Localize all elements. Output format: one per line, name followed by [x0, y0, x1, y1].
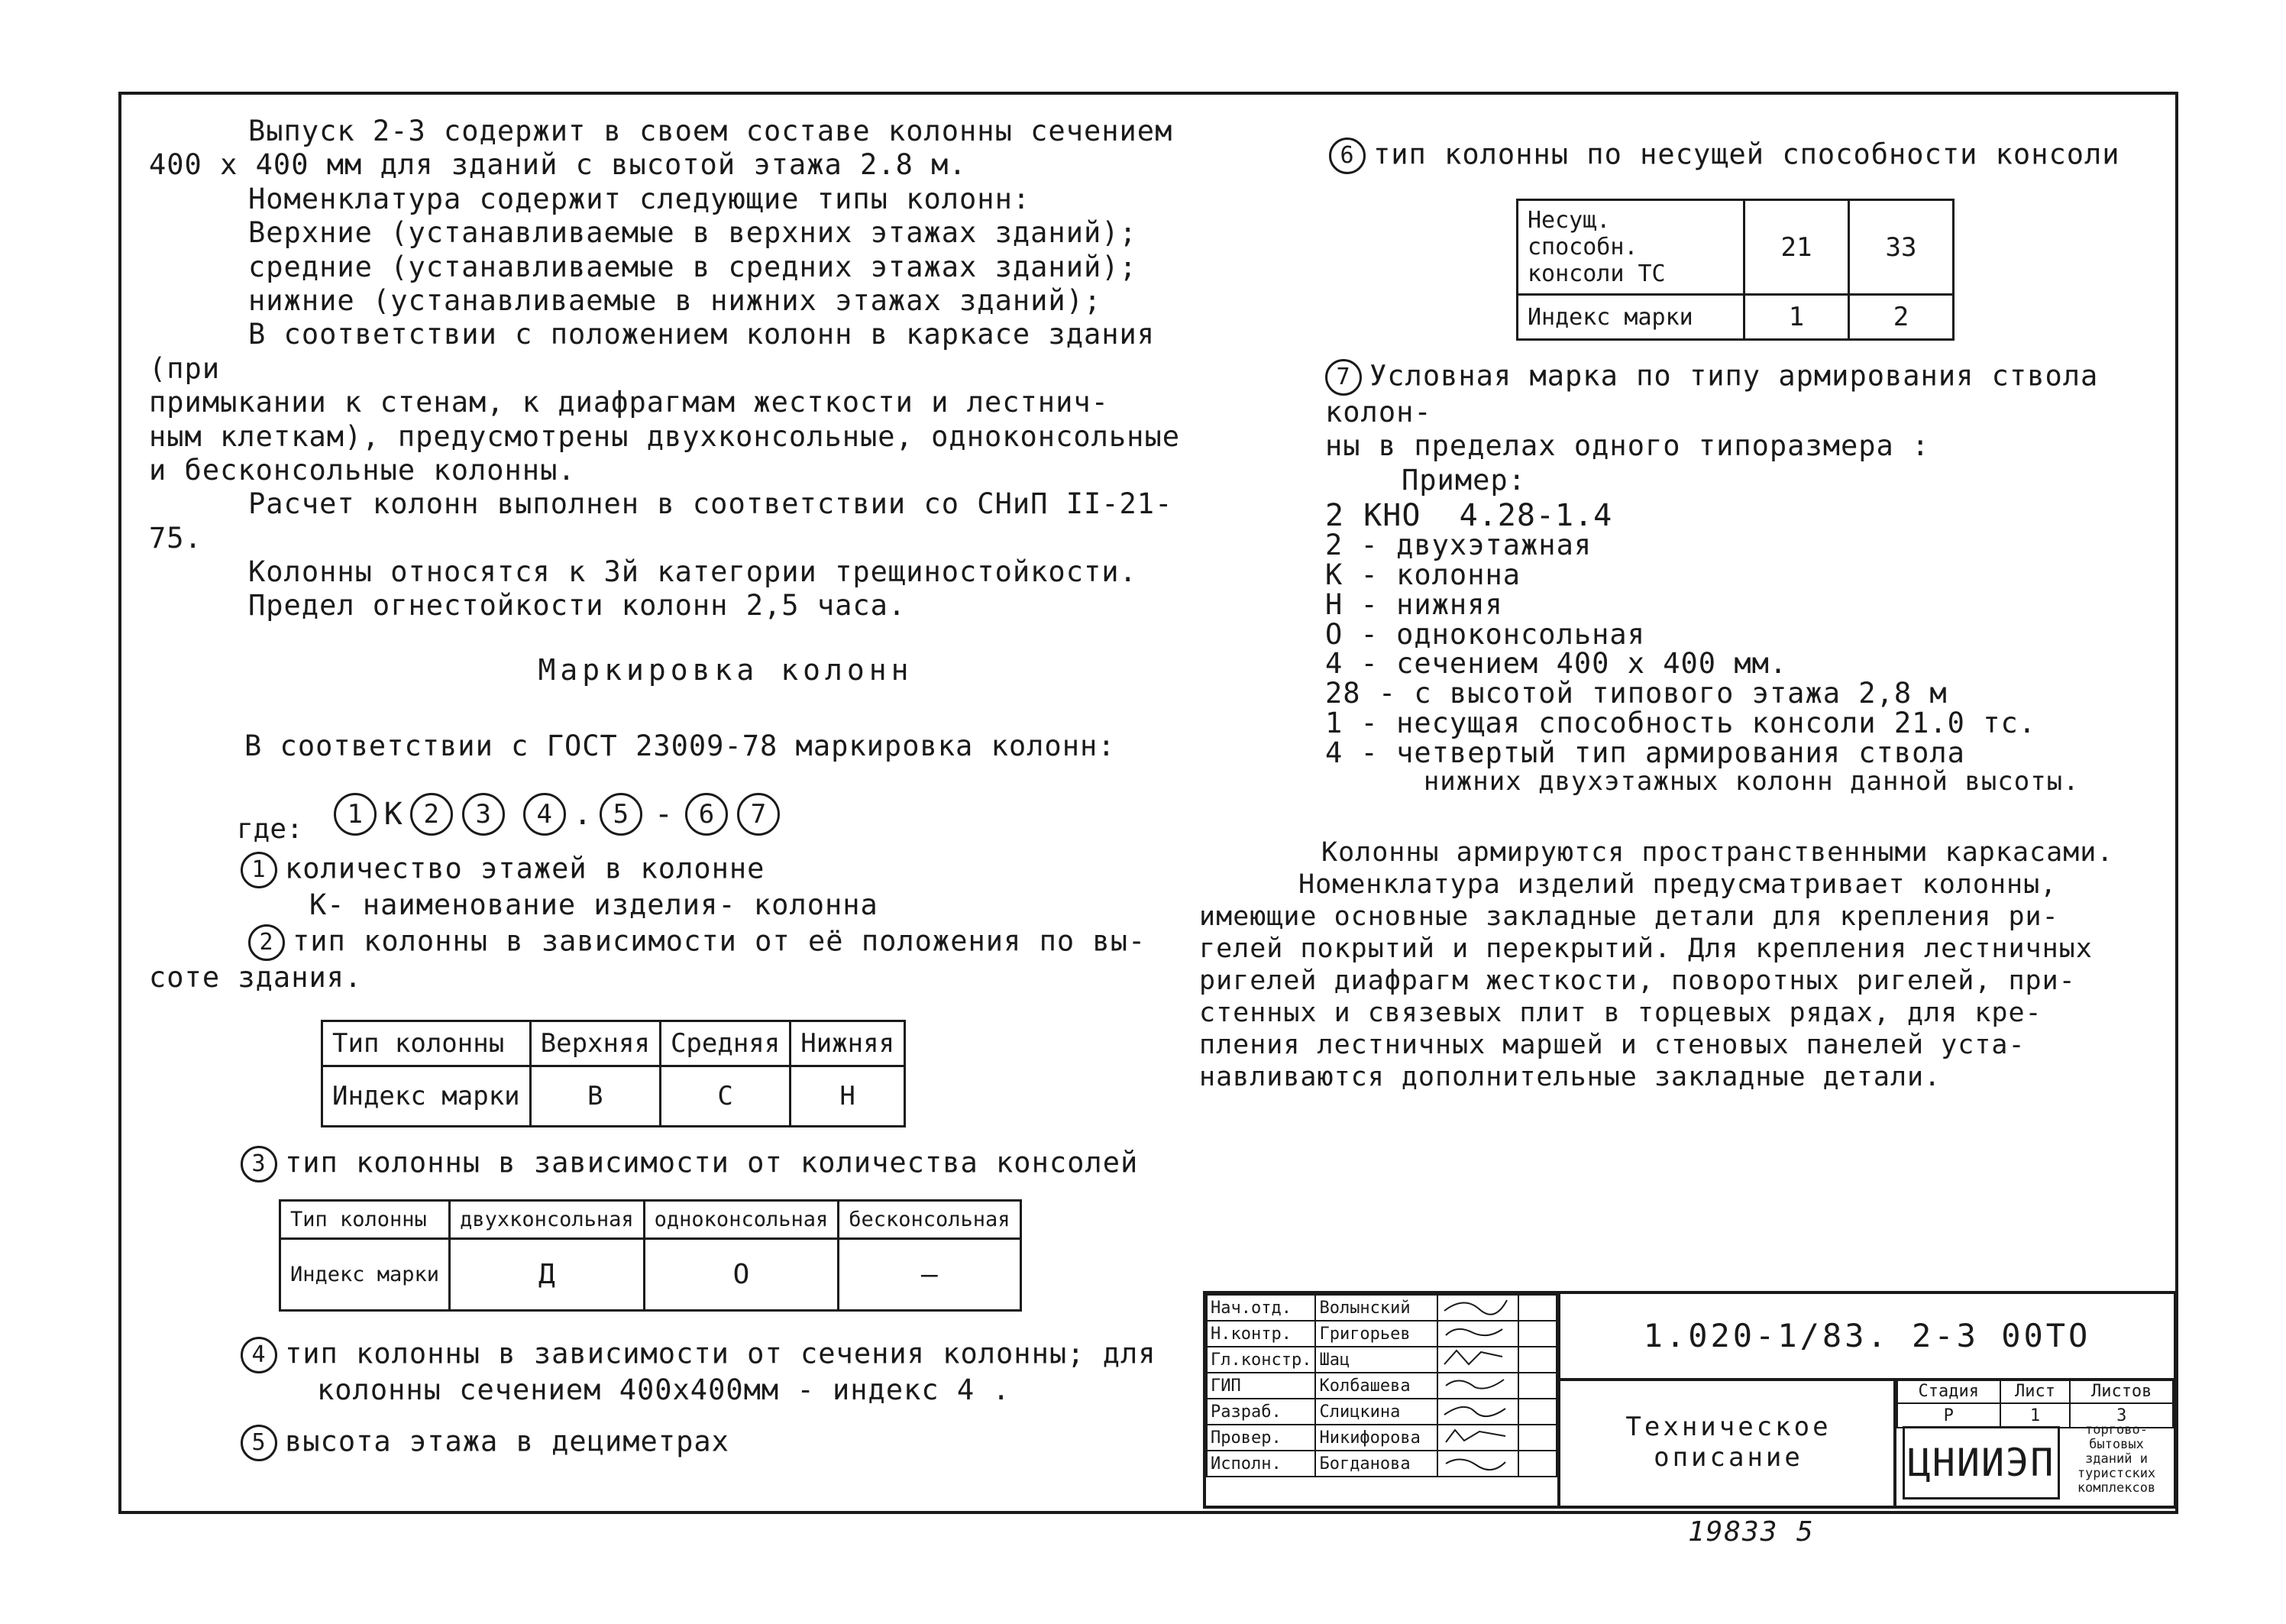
item-7: [1325, 359, 2173, 534]
role-cell: Провер.: [1207, 1425, 1315, 1451]
item-6-text: тип колонны по несущей способности консоли: [1373, 137, 2120, 171]
legend-line: 1 - несущая способность консоли 21.0 тс.: [1325, 707, 2037, 740]
stage-value: 3: [2070, 1403, 2173, 1428]
role-cell: Гл.констр.: [1207, 1347, 1315, 1373]
item-number: 2: [248, 924, 285, 961]
item-number: 3: [241, 1146, 277, 1182]
item-2-text: тип колонны в зависимости от её положения по вы-: [293, 924, 1146, 958]
intro-line: Номенклатура содержит следующие типы колонн:: [248, 182, 1031, 215]
stage-value: 1: [2000, 1403, 2071, 1428]
sheet-title-line: Техническое: [1625, 1411, 1832, 1442]
consoles-table: [279, 1199, 1022, 1312]
table-cell: одноконсольная: [644, 1201, 839, 1239]
legend-line: О - одноконсольная: [1325, 617, 1645, 651]
table-cell: О: [644, 1239, 839, 1311]
institute-department: торгово-бытовых зданий и туристских комплексов: [2077, 1422, 2156, 1496]
para-line: гелей покрытий и перекрытий. Для крепления лестничных: [1199, 933, 2093, 964]
name-cell: Никифорова: [1315, 1425, 1437, 1451]
stage-header: Листов: [2070, 1379, 2173, 1403]
table-cell: Тип колонны: [322, 1021, 531, 1066]
name-cell: Колбашева: [1315, 1373, 1437, 1399]
role-cell: ГИП: [1207, 1373, 1315, 1399]
table-cell: Тип колонны: [280, 1201, 450, 1239]
table-cell: С: [660, 1066, 790, 1127]
formula-num: 5: [600, 793, 642, 836]
role-cell: Разраб.: [1207, 1399, 1315, 1425]
name-cell: Шац: [1315, 1347, 1437, 1373]
gost-line: В соответствии с ГОСТ 23009-78 маркировка колонн:: [244, 730, 1116, 762]
intro-line: Колонны относятся к 3й категории трещиностойкости.: [248, 555, 1137, 589]
item-number: 7: [1325, 359, 1362, 396]
name-cell: Григорьев: [1315, 1321, 1437, 1347]
signature-cell: [1437, 1451, 1518, 1477]
approvals-table: [1206, 1294, 1557, 1477]
item-number: 6: [1329, 137, 1366, 174]
signature-cell: [1437, 1347, 1518, 1373]
intro-line: В соответствии с положением колонн в каркасе здания (при: [149, 318, 1173, 385]
table-cell: Верхняя: [530, 1021, 660, 1066]
item-3-text: тип колонны в зависимости от количества консолей: [285, 1146, 1139, 1179]
intro-line: Расчет колонн выполнен в соответствии со СНиП II-21-75.: [149, 487, 1173, 555]
legend-line: 2 - двухэтажная: [1325, 529, 1592, 561]
item-1-text: количество этажей в колонне: [285, 852, 765, 885]
formula-sep: .: [573, 796, 592, 832]
formula-num: 7: [737, 793, 780, 836]
table-cell: 2: [1849, 295, 1954, 340]
item-1: [241, 852, 1157, 922]
column-position-table: [321, 1020, 906, 1127]
para-line: ригелей диафрагм жесткости, поворотных ригелей, при-: [1199, 966, 2076, 996]
example-label: Пример:: [1402, 463, 1526, 497]
example-mark: 2 КНО 4.28-1.4: [1325, 498, 1613, 534]
table-cell: В: [530, 1066, 660, 1127]
formula-num: 6: [685, 793, 728, 836]
table-cell: Несущ. способн. консоли ТС: [1518, 200, 1744, 295]
para-1: Колонны армируются пространственными каркасами.: [1321, 837, 2114, 868]
para-line: стенных и связевых плит в торцевых рядах, для кре-: [1199, 998, 2042, 1028]
role-cell: Нач.отд.: [1207, 1295, 1315, 1321]
mark-legend: [1325, 531, 2173, 795]
table-cell: Н: [791, 1066, 905, 1127]
intro-line: и бесконсольные колонны.: [149, 453, 576, 487]
formula-num: 1: [334, 793, 377, 836]
intro-line: примыкании к стенам, к диафрагмам жесткости и лестнич-: [149, 386, 1109, 419]
table-cell: 21: [1744, 200, 1849, 295]
name-cell: Богданова: [1315, 1451, 1437, 1477]
legend-line: 4 - сечением 400 х 400 мм.: [1325, 647, 1788, 681]
stage-block: [1893, 1378, 2174, 1506]
marking-formula: [237, 783, 781, 845]
title-block: [1203, 1291, 2177, 1509]
item-2-cont: соте здания.: [149, 961, 363, 994]
intro-line: 400 х 400 мм для зданий с высотой этажа 2.8 м.: [149, 148, 967, 182]
formula-num: 2: [410, 793, 453, 836]
table-cell: Нижняя: [791, 1021, 905, 1066]
item-5-text: высота этажа в дециметрах: [285, 1425, 729, 1458]
intro-line: средние (устанавливаемые в средних этажах зданий);: [248, 250, 1137, 283]
item-1-sub: К- наименование изделия- колонна: [309, 888, 878, 921]
para-line: пления лестничных маршей и стеновых панелей уста-: [1199, 1030, 2026, 1060]
para-line: Номенклатура изделий предусматривает колонны,: [1298, 869, 2058, 900]
legend-line: 4 - четвертый тип армирования ствола: [1325, 736, 1965, 769]
item-5: [241, 1425, 729, 1461]
name-cell: Волынский: [1315, 1295, 1437, 1321]
approvals-block: [1206, 1294, 1557, 1506]
institute-logo: ЦНИИЭП: [1903, 1426, 2060, 1499]
table-cell: 33: [1849, 200, 1954, 295]
signature-cell: [1437, 1373, 1518, 1399]
formula-num: 4: [523, 793, 566, 836]
intro-line: Верхние (устанавливаемые в верхних этажах зданий);: [248, 216, 1137, 250]
stage-value: Р: [1897, 1403, 2000, 1428]
formula-sep: -: [654, 796, 673, 832]
stage-header: Стадия: [1897, 1379, 2000, 1403]
legend-line: 28 - с высотой типового этажа 2,8 м: [1325, 677, 1948, 710]
signature-cell: [1437, 1295, 1518, 1321]
table-cell: двухконсольная: [450, 1201, 645, 1239]
signature-cell: [1437, 1321, 1518, 1347]
intro-line: Предел огнестойкости колонн 2,5 часа.: [248, 589, 907, 623]
table-cell: Индекс марки: [322, 1066, 531, 1127]
legend-line: К - колонна: [1325, 558, 1521, 591]
item-4-cont: колонны сечением 400х400мм - индекс 4 .: [317, 1373, 1010, 1406]
item-7-cont: ны в пределах одного типоразмера :: [1325, 429, 1930, 463]
role-cell: Н.контр.: [1207, 1321, 1315, 1347]
item-2: [149, 924, 1203, 995]
intro-line: нижние (устанавливаемые в нижних этажах зданий);: [248, 283, 1102, 317]
item-number: 1: [241, 852, 277, 888]
intro-line: ным клеткам), предусмотрены двухконсольные, одноконсольные: [149, 419, 1181, 453]
item-number: 5: [241, 1425, 277, 1461]
bearing-capacity-table: [1516, 199, 1955, 341]
name-cell: Слицкина: [1315, 1399, 1437, 1425]
reinforcement-text: [1199, 836, 2177, 1093]
intro-line: Выпуск 2-3 содержит в своем составе колонны сечением: [248, 115, 1173, 147]
formula-letter: К: [383, 796, 403, 832]
archive-number: 19833 5: [1688, 1516, 1815, 1548]
marking-heading: Маркировка колонн: [538, 653, 913, 687]
document-number: 1.020-1/83. 2-3 00ТО: [1557, 1294, 2174, 1381]
item-number: 4: [241, 1337, 277, 1373]
table-cell: 1: [1744, 295, 1849, 340]
signature-cell: [1437, 1425, 1518, 1451]
sheet-title: [1557, 1378, 1896, 1506]
item-3: [241, 1146, 1138, 1182]
formula-prefix: где:: [237, 814, 303, 845]
table-cell: Д: [450, 1239, 645, 1311]
item-4-text: тип колонны в зависимости от сечения колонны; для: [285, 1337, 1156, 1370]
role-cell: Исполн.: [1207, 1451, 1315, 1477]
table-cell: Индекс марки: [280, 1239, 450, 1311]
item-6: [1329, 137, 2120, 174]
left-column: [149, 115, 1203, 623]
para-line: навливаются дополнительные закладные детали.: [1199, 1062, 1942, 1092]
table-cell: бесконсольная: [839, 1201, 1020, 1239]
stage-header: Лист: [2000, 1379, 2071, 1403]
legend-line: Н - нижняя: [1325, 587, 1503, 621]
table-cell: Индекс марки: [1518, 295, 1744, 340]
table-cell: Средняя: [660, 1021, 790, 1066]
table-cell: —: [839, 1239, 1020, 1311]
item-4: [241, 1337, 1203, 1407]
item-7-text: Условная марка по типу армирования ствола колон-: [1325, 359, 2116, 429]
formula-num: 3: [462, 793, 505, 836]
stage-table: [1896, 1378, 2174, 1428]
para-line: имеющие основные закладные детали для крепления ри-: [1199, 901, 2059, 932]
sheet-title-line: описание: [1654, 1441, 1803, 1473]
signature-cell: [1437, 1399, 1518, 1425]
legend-line: нижних двухэтажных колонн данной высоты.: [1325, 765, 2080, 797]
